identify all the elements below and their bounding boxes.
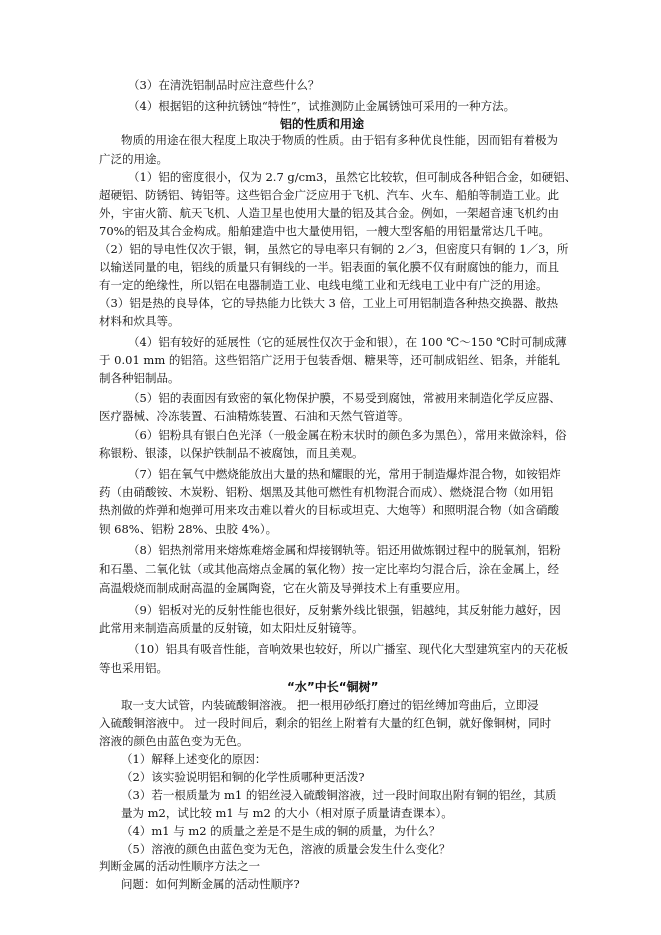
paragraph-line: 药（由硝酸铵、木炭粉、铝粉、烟黑及其他可燃性有机物混合而成）、燃烧混合物（如用铝 (99, 485, 554, 499)
paragraph-line: （7）铝在氧气中燃烧能放出大量的热和耀眼的光，常用于制造爆炸混合物，如铵铝炸 (128, 467, 561, 481)
paragraph-line: （1）解释上述变化的原因： (121, 752, 267, 766)
paragraph-line: （2）该实验说明铝和铜的化学性质哪种更活泼? (121, 770, 365, 784)
paragraph-line: 有一定的绝缘性，所以铝在电器制造工业、电线电缆工业和无线电工业中有广泛的用途。 (99, 278, 548, 292)
question-line: 问题：如何判断金属的活动性顺序? (121, 877, 300, 891)
paragraph-line: 以输送同量的电，铝线的质量只有铜线的一半。铝表面的氧化膜不仅有耐腐蚀的能力，而且 (99, 260, 559, 274)
paragraph-line: 高温煅烧而制成耐高温的金属陶瓷，它在火箭及导弹技术上有重要应用。 (99, 581, 467, 595)
paragraph-line: 70%的铝及其合金构成。船舶建造中也大量使用铝，一艘大型客船的用铝量常达几千吨。 (99, 224, 551, 238)
section-title-aluminum-uses: 铝的性质和用途 (280, 117, 365, 131)
paragraph-line: （5）溶液的颜色由蓝色变为无色，溶液的质量会发生什么变化？ (121, 842, 451, 856)
paragraph-line: 称银粉、银漆，以保护铁制品不被腐蚀，而且美观。 (99, 446, 364, 460)
paragraph-line: 医疗器械、冷冻装置、石油精炼装置、石油和天然气管道等。 (99, 409, 410, 423)
paragraph-line: 取一支大试管，内装硫酸铜溶液。 把一根用砂纸打磨过的铝丝缚加弯曲后，立即浸 (121, 698, 539, 712)
paragraph-line: （10）铝具有吸音性能，音响效果也较好，所以广播室、现代化大型建筑室内的天花板 (128, 642, 569, 656)
paragraph-line: （9）铝板对光的反射性能也很好，反射紫外线比银强，铝越纯，其反射能力越好，因 (128, 603, 561, 617)
paragraph-line: （3）铝是热的良导体，它的导热能力比铁大 3 倍，工业上可用铝制造各种热交换器、散热 (99, 296, 558, 310)
paragraph-line: （6）铝粉具有银白色光泽（一般金属在粉末状时的颜色多为黑色），常用来做涂料，俗 (128, 428, 567, 442)
paragraph-line: 广泛的用途。 (99, 152, 168, 166)
paragraph-line: 外，宇宙火箭、航天飞机、人造卫星也使用大量的铝及其合金。例如，一架超音速飞机约由 (99, 206, 559, 220)
paragraph-line: 等也采用铝。 (99, 661, 168, 675)
method-heading: 判断金属的活动性顺序方法之一 (99, 859, 260, 873)
paragraph-line: 量为 m2，试比较 m1 与 m2 的大小（相对原子质量请查课本）。 (121, 806, 453, 820)
question-4-predict: （4）根据铝的这种抗锈蚀“特性”，试推测防止金属锈蚀可采用的一种方法。 (128, 99, 516, 113)
paragraph-line: 此常用来制造高质量的反射镜，如太阳灶反射镜等。 (99, 621, 364, 635)
paragraph-line: （4）铝有较好的延展性（它的延展性仅次于金和银），在 100 ℃～150 ℃时可制成薄 (128, 335, 567, 349)
paragraph-line: （5）铝的表面因有致密的氧化物保护膜，不易受到腐蚀，常被用来制造化学反应器、 (128, 391, 561, 405)
paragraph-line: 和石墨、二氧化钛（或其他高熔点金属的氧化物）按一定比率均匀混合后，涂在金属上，经 (99, 562, 559, 576)
paragraph-line: 入硫酸铜溶液中。 过一段时间后，剩余的铝丝上附着有大量的红色铜，就好像铜树，同时 (99, 716, 552, 730)
paragraph-line: （4）m1 与 m2 的质量之差是不是生成的铜的质量，为什么？ (121, 824, 441, 838)
paragraph-line: （8）铝热剂常用来熔炼难熔金属和焊接钢轨等。铝还用做炼钢过程中的脱氧剂，铝粉 (128, 543, 561, 557)
section-title-copper-tree: “水”中长“铜树” (287, 680, 379, 694)
paragraph-line: 超硬铝、防锈铝、铸铝等。这些铝合金广泛应用于飞机、汽车、火车、船舶等制造工业。此 (99, 188, 559, 202)
paragraph-line: 钡 68%、铝粉 28%、虫胶 4%）。 (99, 522, 278, 536)
paragraph-line: 热剂做的炸弹和炮弹可用来攻击难以着火的目标或坦克、大炮等）和照明混合物（如含硝酸 (99, 503, 559, 517)
paragraph-line: 物质的用途在很大程度上取决于物质的性质。由于铝有多种优良性能，因而铝有着极为 (121, 133, 558, 147)
paragraph-line: 于 0.01 mm 的铝箔。这些铝箔广泛用于包装香烟、糖果等，还可制成铝丝、铝条，并能轧 (99, 353, 560, 367)
paragraph-line: （3）若一根质量为 m1 的铝丝浸入硫酸铜溶液，过一段时间取出附有铜的铝丝，其质 (121, 788, 557, 802)
paragraph-line: （2）铝的导电性仅次于银，铜，虽然它的导电率只有铜的 2／3，但密度只有铜的 1／3，所 (99, 242, 569, 256)
paragraph-line: 制各种铝制品。 (99, 371, 180, 385)
paragraph-line: （1）铝的密度很小，仅为 2.7 g/cm3，虽然它比较软，但可制成各种铝合金，如硬铝、 (128, 170, 577, 184)
question-3-clean: （3）在清洗铝制品时应注意些什么？ (128, 78, 320, 92)
paragraph-line: 材料和炊具等。 (99, 314, 180, 328)
paragraph-line: 溶液的颜色由蓝色变为无色。 (99, 734, 249, 748)
